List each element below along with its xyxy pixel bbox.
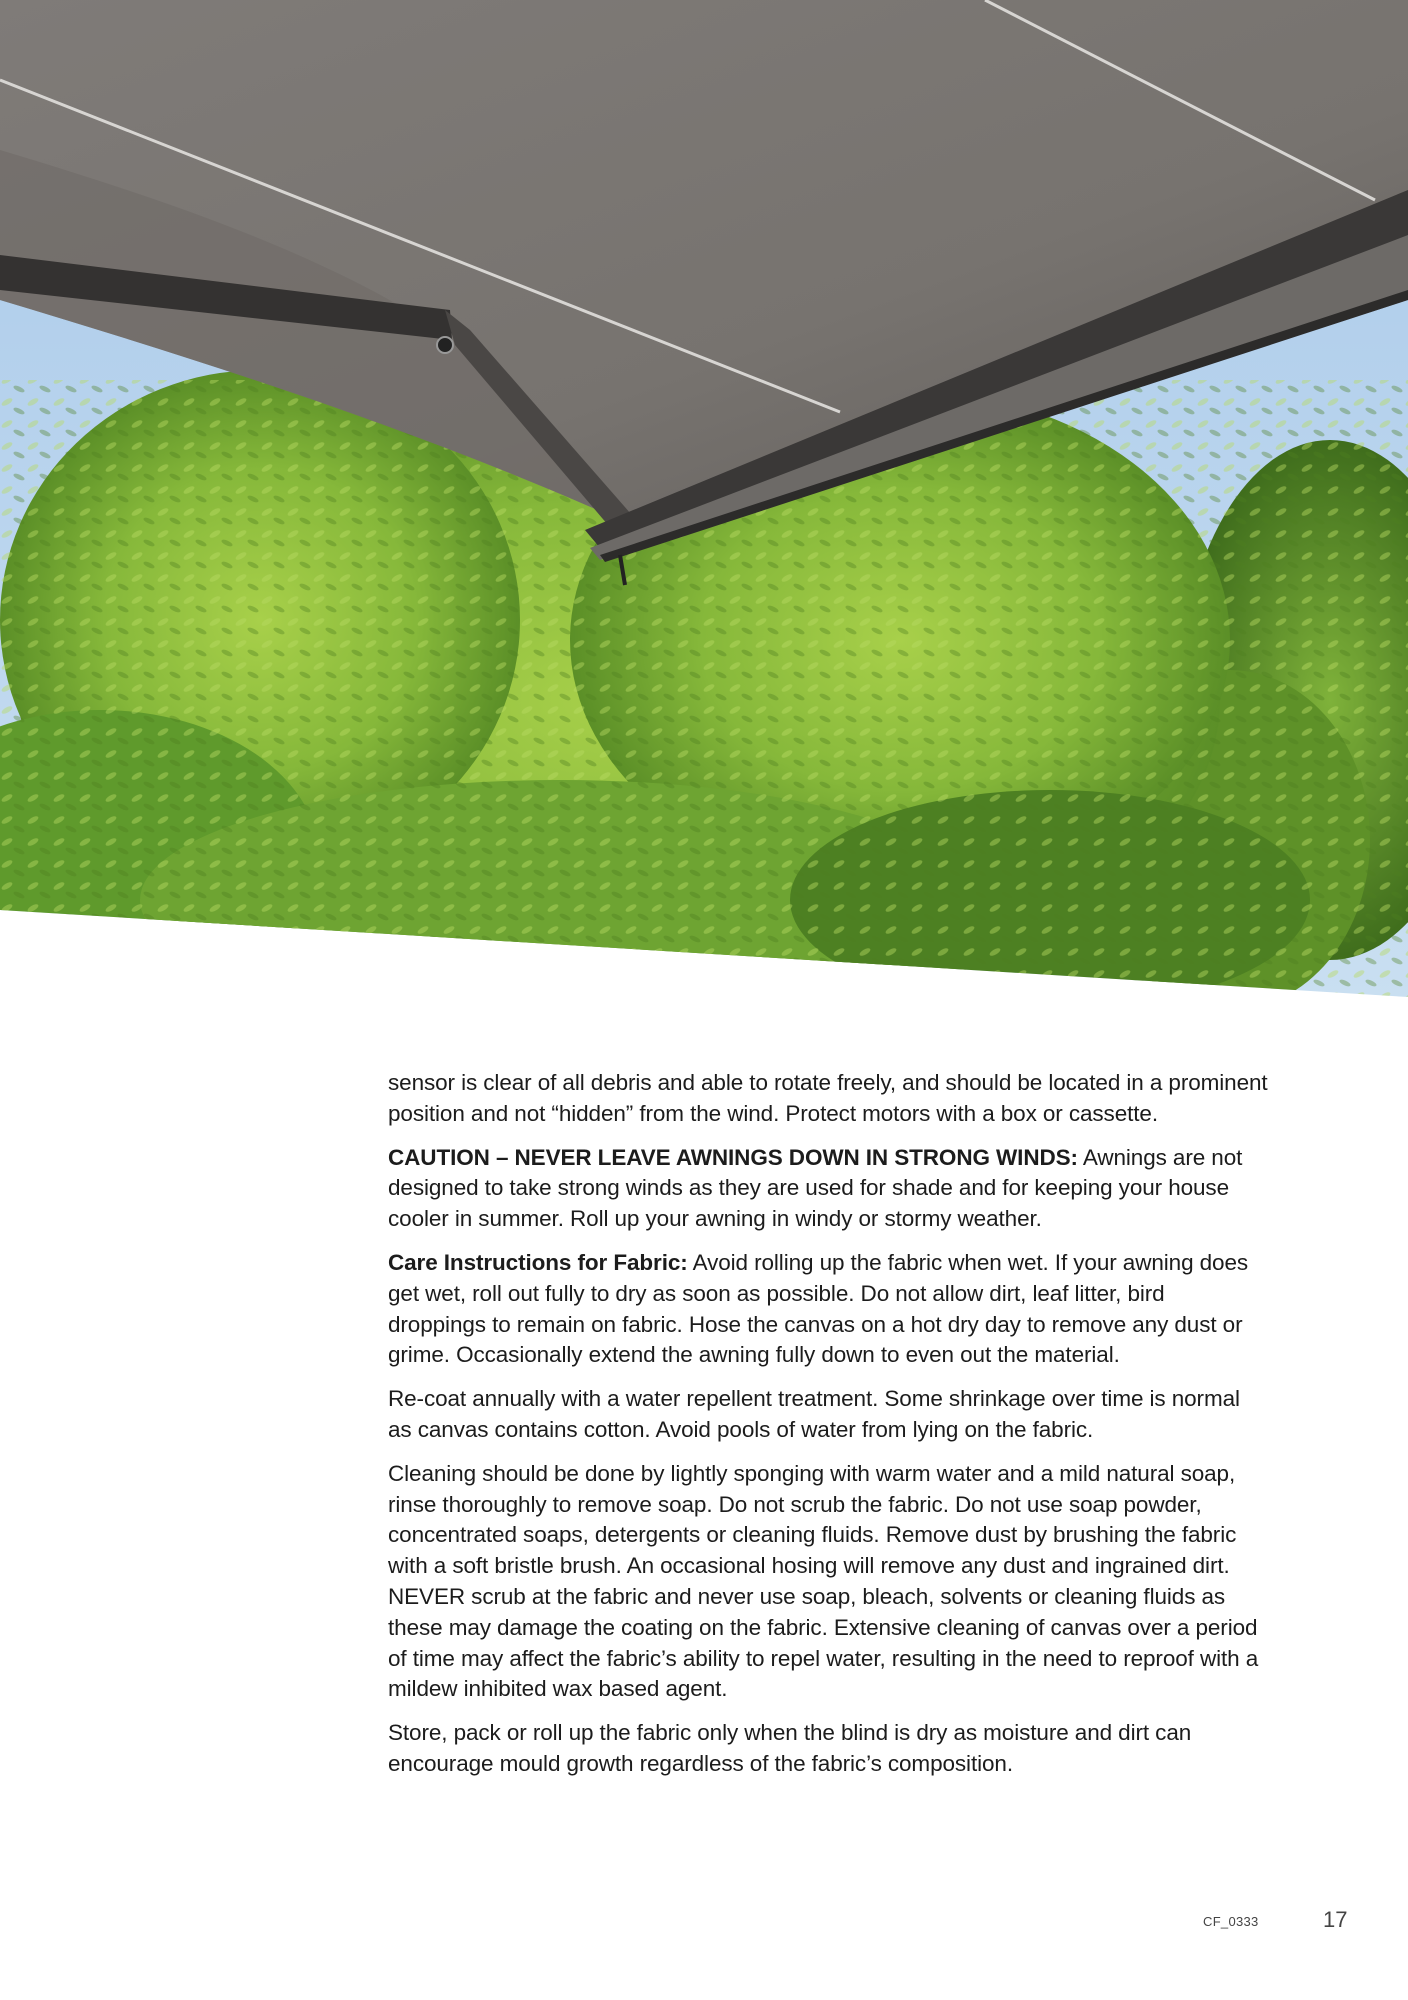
- footer-code: CF_0333: [1203, 1914, 1259, 1929]
- caution-heading: CAUTION – NEVER LEAVE AWNINGS DOWN IN STRONG WINDS:: [388, 1144, 1078, 1170]
- paragraph-storage: Store, pack or roll up the fabric only when the blind is dry as moisture and dirt can encourage mould growth regardless of the fabric’s composition.: [388, 1720, 1192, 1776]
- paragraph-recoat: Re-coat annually with a water repellent treatment. Some shrinkage over time is normal as canvas contains cotton. Avoid pools of water from lying on the fabric.: [388, 1386, 1240, 1442]
- care-heading: Care Instructions for Fabric:: [388, 1249, 688, 1275]
- paragraph-care-instructions: Care Instructions for Fabric: Avoid rolling up the fabric when wet. If your awning does get wet, roll out fully to dry as soon as possible. Do not allow dirt, leaf litter, bird droppings to remain on fabric. Hose the canvas on a hot dry day to remove any dust or grime. Occasionally extend the awning fully down to even out the material.: [388, 1249, 1249, 1368]
- paragraph-sensor: sensor is clear of all debris and able to rotate freely, and should be located in a prominent position and not “hidden” from the wind. Protect motors with a box or cassette.: [388, 1070, 1268, 1126]
- paragraph-cleaning: Cleaning should be done by lightly sponging with warm water and a mild natural soap, rinse thoroughly to remove soap. Do not scrub the fabric. Do not use soap powder, concentrated soaps, detergents or cleaning fluids. Remove dust by brushing the fabric with a soft bristle brush. An occasional hosing will remove any dust and ingrained dirt. NEVER scrub at the fabric and never use soap, bleach, solvents or cleaning fluids as these may damage the coating on the fabric. Extensive cleaning of canvas over a period of time may affect the fabric’s ability to repel water, resulting in the need to reproof with a mildew inhibited wax based agent.: [388, 1460, 1259, 1702]
- paragraph-caution-strong-winds: CAUTION – NEVER LEAVE AWNINGS DOWN IN STRONG WINDS: Awnings are not designed to take strong winds as they are used for shade and for keeping your house cooler in summer. Roll up your awning in windy or stormy weather.: [388, 1144, 1243, 1232]
- page-number: 17: [1323, 1907, 1348, 1932]
- care-instructions-text: [388, 1068, 1268, 1793]
